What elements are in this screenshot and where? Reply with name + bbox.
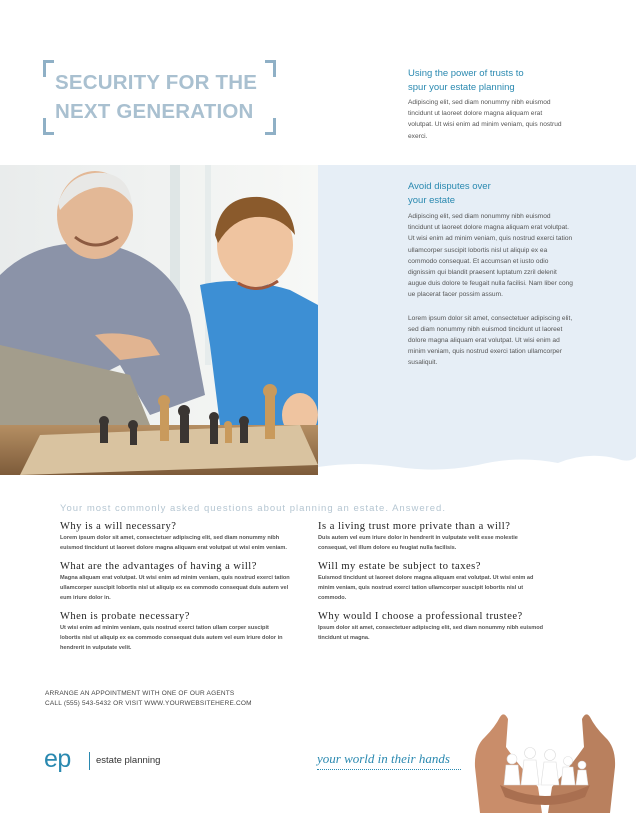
faq-heading: Your most commonly asked questions about planning an estate. Answered. xyxy=(60,503,446,514)
faq-column-right xyxy=(318,520,548,650)
tagline: your world in their hands xyxy=(317,751,450,766)
logo-divider xyxy=(89,752,90,770)
faq-item xyxy=(60,560,290,603)
contact-line-appointment: ARRANGE AN APPOINTMENT WITH ONE OF OUR AGENTS xyxy=(45,690,235,697)
faq-question: Is a living trust more private than a will? xyxy=(318,521,511,532)
faq-question: Why would I choose a professional trustee? xyxy=(318,611,523,622)
trusts-heading xyxy=(408,67,568,95)
disputes-heading-line2: your estate xyxy=(408,195,455,206)
cloud-wave-decoration xyxy=(318,445,636,477)
page-title-line2: NEXT GENERATION xyxy=(55,100,254,123)
page-title-line1: SECURITY FOR THE xyxy=(55,71,258,94)
trusts-heading-line1: Using the power of trusts to xyxy=(408,68,524,79)
faq-item xyxy=(318,520,548,553)
faq-item xyxy=(318,560,548,603)
disputes-heading xyxy=(408,180,573,208)
disputes-body-2: Lorem ipsum dolor sit amet, consectetuer adipiscing elit, sed diam nonummy nibh euismod tincidunt ut laoreet dolore magna aliquam erat volutpat. Ut wisi enim ad minim veniam, quis nostrud exerci tation ullamcorper susaliquit. xyxy=(408,314,573,367)
faq-answer: Duis autem vel eum iriure dolor in hendrerit in vulputate velit esse molestie consequat, vel illum dolore eu feugiat nulla facilisis. xyxy=(318,535,518,551)
faq-answer: Euismod tincidunt ut laoreet dolore magna aliquam erat volutpat. Ut wisi enim ad minim veniam, quis nostrud exerci tation ullamcorper suscipit lobortis nisl ut commodo. xyxy=(318,575,534,601)
title-bracket-top-right xyxy=(265,60,276,77)
faq-answer: Ipsum dolor sit amet, consectetuer adipiscing elit, sed diam nonummy nibh euismod tincidunt ut magna. xyxy=(318,625,544,641)
trusts-section xyxy=(408,67,568,142)
hands-holding-family-icon xyxy=(470,707,620,813)
tagline-dotted-rule xyxy=(317,769,461,770)
faq-answer: Magna aliquam erat volutpat. Ut wisi enim ad minim veniam, quis nostrud exerci tation ullamcorper suscipit lobortis nisl ut aliquip ex ea commodo consequat duis autem vel eum iriure dolor in. xyxy=(60,575,290,601)
family-chess-photo xyxy=(0,165,318,475)
family-chess-illustration xyxy=(0,165,318,475)
faq-item xyxy=(318,610,548,643)
faq-answer: Ut wisi enim ad minim veniam, quis nostrud exerci tation ullam corper suscipit lobortis nisl ut aliquip ex ea commodo consequat duis autem vel eum iriure dolor in hendrerit in vulputate velit. xyxy=(60,625,283,651)
contact-info xyxy=(45,689,345,709)
logo-mark: ep xyxy=(44,745,71,773)
title-bracket-top-left xyxy=(43,60,54,77)
trusts-body: Adipiscing elit, sed diam nonummy nibh euismod tincidunt ut laoreet dolore magna aliquam erat volutpat. Ut wisi enim ad minim veniam, quis nostrud exerci. xyxy=(408,99,562,140)
faq-column-left xyxy=(60,520,290,660)
faq-question: Why is a will necessary? xyxy=(60,521,177,532)
page-title xyxy=(55,68,265,126)
faq-question: What are the advantages of having a will? xyxy=(60,561,257,572)
contact-line-phone-web: CALL (555) 543-5432 OR VISIT WWW.YOURWEBSITEHERE.COM xyxy=(45,700,252,707)
title-bracket-bottom-left xyxy=(43,118,54,135)
trusts-heading-line2: spur your estate planning xyxy=(408,82,515,93)
faq-question: When is probate necessary? xyxy=(60,611,190,622)
disputes-heading-line1: Avoid disputes over xyxy=(408,181,491,192)
faq-question: Will my estate be subject to taxes? xyxy=(318,561,481,572)
faq-answer: Lorem ipsum dolor sit amet, consectetuer adipiscing elit, sed diam nonummy nibh euismod tincidunt ut laoreet dolore magna aliquam erat volutpat ut wisi enim veniam. xyxy=(60,535,287,551)
logo-name: estate planning xyxy=(96,755,161,766)
title-bracket-bottom-right xyxy=(265,118,276,135)
faq-item xyxy=(60,520,290,553)
disputes-section xyxy=(408,180,573,369)
faq-item xyxy=(60,610,290,653)
disputes-body-1: Adipiscing elit, sed diam nonummy nibh euismod tincidunt ut laoreet dolore magna aliquam erat volutpat. Ut wisi enim ad minim veniam, quis nostrud exerci tation ullamcorper suscipit lobortis nisl ut aliquip ex ea commodo consequat. Et accumsan et iusto odio dignissim qui blandit praesent luptatum zzril delenit augue duis dolore te feugait nulla facilisi. Nam liber cong ue placerat facer possim assum. xyxy=(408,213,573,299)
